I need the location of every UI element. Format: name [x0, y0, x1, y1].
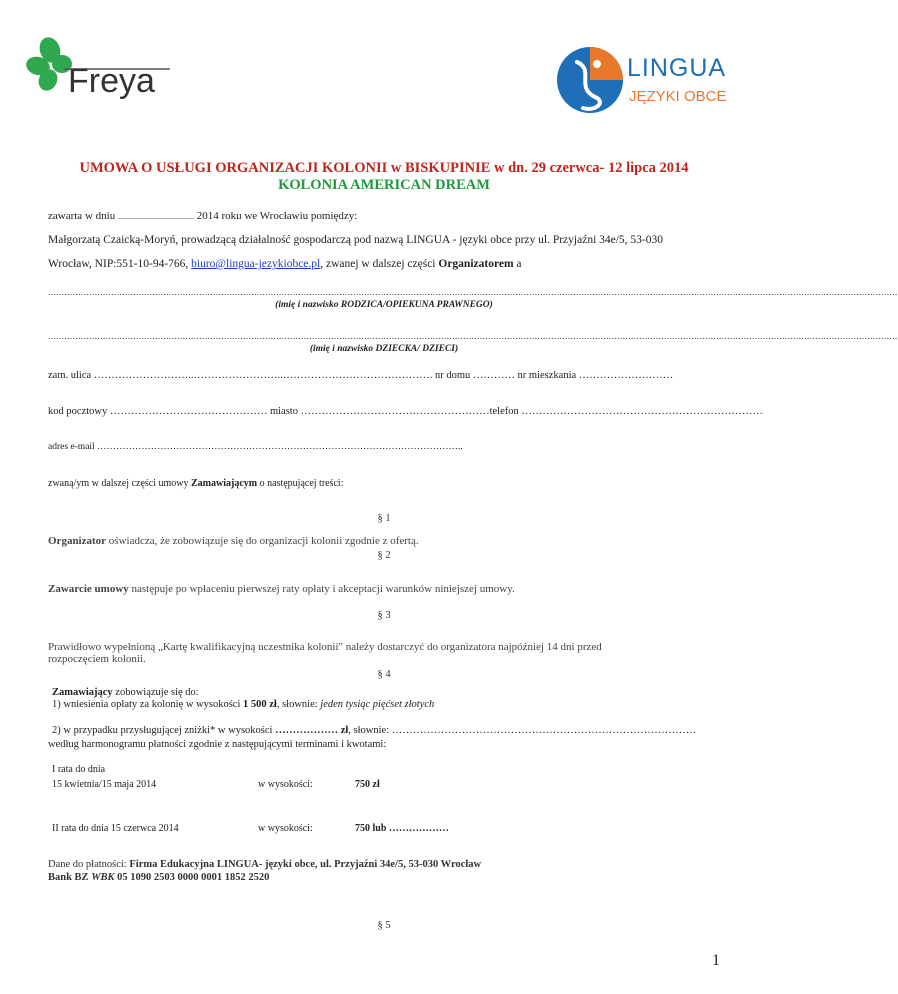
- child-name-field[interactable]: .....................................................................................................................................................................................................................................................................................................................: [48, 331, 898, 341]
- section-4-bold: Zamawiający: [52, 687, 113, 698]
- postcode-city-phone-field[interactable]: kod pocztowy ……………………………………… miasto ………………………………………………telefon ……………………………………………………………: [48, 406, 763, 417]
- organizer-role: Organizatorem: [438, 258, 514, 270]
- item-2-prefix: 2) w przypadku przysługującej zniżki* w wysokości: [52, 725, 273, 736]
- item-1-mid: , słownie:: [276, 699, 318, 710]
- organizer-nip: Wrocław, NIP:551-10-94-766,: [48, 258, 189, 270]
- organizer-suffix: a: [516, 258, 522, 270]
- child-caption: (imię i nazwisko DZIECKA/ DZIECI): [309, 344, 459, 354]
- installment-1-label-2: 15 kwietnia/15 maja 2014: [52, 779, 157, 790]
- item-2-suffix: , słownie: ……………………………………………………………………………: [348, 725, 697, 736]
- installment-1-label-1: I rata do dnia: [52, 764, 106, 775]
- installment-1-amount: 750 zł: [355, 779, 380, 790]
- payment-prefix: Dane do płatności:: [48, 859, 127, 870]
- section-3-line-1: Prawidłowo wypełnioną „Kartę kwalifikacyjną uczestnika kolonii" należy dostarczyć do organizatora najpóźniej 14 dni przed: [48, 641, 602, 653]
- installment-2-amount: 750 lub ………………: [355, 823, 449, 834]
- section-4-schedule: według harmonogramu płatności zgodnie z następującymi terminami i kwotami:: [48, 739, 387, 750]
- parent-caption: (imię i nazwisko RODZICA/OPIEKUNA PRAWNEGO): [275, 300, 493, 310]
- section-1-bold: Organizator: [48, 535, 107, 547]
- discount-amount-field[interactable]: ……………… zł: [275, 725, 349, 736]
- item-1-prefix: 1) wniesienia opłaty za kolonię w wysokości: [52, 699, 241, 710]
- section-2-body: następuje po wpłaceniu pierwszej raty opłaty i akceptacji warunków niniejszej umowy.: [128, 583, 515, 595]
- installment-1-amount-label: w wysokości:: [258, 779, 313, 790]
- section-1-body: oświadcza, że zobowiązuje się do organizacji kolonii zgodnie z ofertą.: [106, 535, 419, 547]
- section-1-heading: § 1: [377, 513, 391, 524]
- ordering-suffix: o następującej treści:: [259, 478, 344, 489]
- item-1-amount: 1 500 zł: [243, 699, 277, 710]
- item-1-words: jeden tysiąc pięćset złotych: [320, 699, 435, 710]
- ordering-prefix: zwaną/ym w dalszej części umowy: [48, 478, 189, 489]
- payment-line-1: [48, 858, 481, 872]
- parent-name-field[interactable]: .....................................................................................................................................................................................................................................................................................................................: [48, 287, 898, 297]
- concluded-prefix: zawarta w dniu: [48, 210, 116, 222]
- section-2-text: [48, 582, 515, 596]
- concluded-suffix: 2014 roku we Wrocławiu pomiędzy:: [196, 210, 358, 222]
- concluded-line: [48, 209, 357, 224]
- section-4-item-1: [52, 698, 434, 712]
- camp-name: KOLONIA AMERICAN DREAM: [278, 177, 490, 193]
- organizer-email-link[interactable]: biuro@lingua-jezykiobce.pl: [191, 258, 321, 270]
- section-4-heading: § 4: [377, 669, 391, 680]
- payment-recipient: Firma Edukacyjna LINGUA- języki obce, ul. Przyjaźni 34e/5, 53-030 Wrocław: [129, 859, 482, 870]
- lingua-subtitle: JĘZYKI OBCE: [629, 88, 727, 105]
- section-2-heading: § 2: [377, 550, 391, 561]
- page-number: 1: [712, 952, 720, 969]
- concluded-date-field[interactable]: ......................................: [117, 212, 194, 221]
- bank-name: Bank BZ: [48, 872, 89, 883]
- organizer-line-2: [48, 257, 522, 271]
- installment-2-amount-label: w wysokości:: [258, 823, 313, 834]
- email-field[interactable]: adres e-mail ……………………………………………………………………………………………………..: [48, 442, 463, 452]
- lingua-wordmark: LINGUA: [627, 54, 727, 82]
- lingua-emblem-icon: [555, 42, 625, 122]
- ordering-party-line: [48, 477, 343, 491]
- section-4-item-2: [52, 724, 696, 738]
- section-1-text: [48, 534, 419, 548]
- lingua-logo: [555, 42, 730, 122]
- installment-2-label: II rata do dnia 15 czerwca 2014: [52, 823, 179, 834]
- section-3-heading: § 3: [377, 610, 391, 621]
- bank-name-italic: WBK: [91, 872, 115, 883]
- address-street-field[interactable]: zam. ulica ………………………..……………………..……………………………………. nr domu ………… nr mieszkania ………………………: [48, 370, 674, 381]
- bank-account-number: 05 1090 2503 0000 0001 1852 2520: [117, 872, 270, 883]
- organizer-line-1: Małgorzatą Czaicką-Moryń, prowadzącą działalność gospodarczą pod nazwą LINGUA - języki obce przy ul. Przyjaźni 34e/5, 53-030: [48, 234, 664, 246]
- freya-logo: [28, 36, 173, 98]
- ordering-role: Zamawiającym: [191, 478, 258, 489]
- organizer-mid: , zwanej w dalszej części: [320, 258, 436, 270]
- section-3-line-2: rozpoczęciem kolonii.: [48, 653, 146, 665]
- section-2-bold: Zawarcie umowy: [48, 583, 129, 595]
- freya-wordmark: Freya: [68, 62, 155, 100]
- contract-title: UMOWA O USŁUGI ORGANIZACJI KOLONII w BISKUPINIE w dn. 29 czerwca- 12 lipca 2014: [79, 160, 689, 176]
- section-4-body: zobowiązuje się do:: [112, 687, 199, 698]
- payment-bank-line: [48, 871, 269, 885]
- section-5-heading: § 5: [377, 920, 391, 931]
